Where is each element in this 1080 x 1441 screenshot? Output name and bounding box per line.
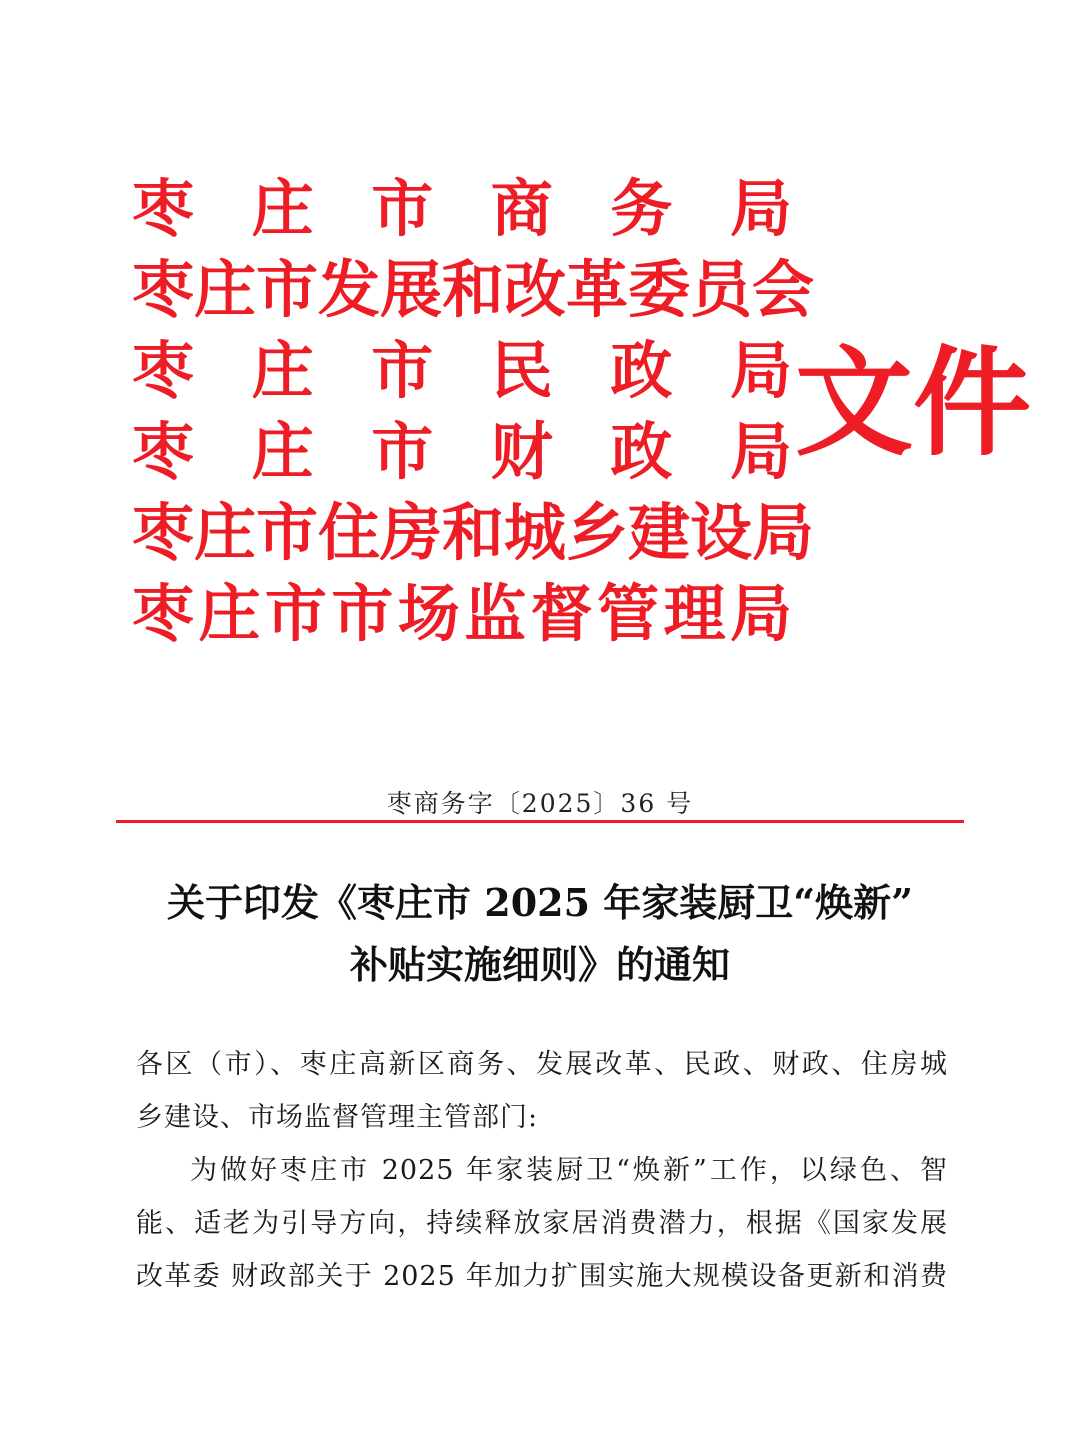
agency-char: 政: [610, 334, 673, 407]
agency-char: 庄: [198, 577, 261, 650]
agency-char: 局: [729, 577, 792, 650]
agency-char: 场: [397, 577, 460, 650]
agency-char: 市: [331, 577, 394, 650]
document-number: 枣商务字〔2025〕36 号: [386, 789, 694, 818]
agency-char: 设: [690, 496, 753, 569]
agency-char: 务: [610, 172, 673, 245]
agency-char: 委: [628, 253, 691, 326]
agency-char: 局: [752, 496, 815, 569]
agency-char: 庄: [251, 172, 314, 245]
red-divider-line: [116, 820, 964, 823]
agency-market-supervision-bureau: [132, 573, 792, 654]
agency-char: 乡: [566, 496, 629, 569]
agency-char: 市: [256, 496, 319, 569]
agency-finance-bureau: [132, 411, 792, 492]
agency-char: 庄: [194, 253, 257, 326]
agency-char: 督: [530, 577, 593, 650]
agency-char: 财: [490, 415, 553, 488]
agency-char: 枣: [132, 496, 195, 569]
agency-char: 监: [464, 577, 527, 650]
agency-char: 住: [318, 496, 381, 569]
issuing-agencies-block: [132, 168, 815, 654]
document-title-line-1: 关于印发《枣庄市 2025 年家装厨卫“焕新”: [167, 880, 913, 925]
document-mark-wenjian: 文件: [795, 334, 1032, 472]
agency-char: 枣: [132, 415, 195, 488]
agency-char: 房: [380, 496, 443, 569]
agency-char: 发: [318, 253, 381, 326]
agency-char: 建: [628, 496, 691, 569]
agency-char: 枣: [132, 577, 195, 650]
agency-char: 局: [729, 415, 792, 488]
agency-char: 市: [256, 253, 319, 326]
paragraph-1-line-2: 能、适老为引导方向，持续释放家居消费潜力，根据《国家发展: [136, 1208, 948, 1239]
agency-char: 庄: [251, 415, 314, 488]
paragraph-1-line-1: 为做好枣庄市 2025 年家装厨卫“焕新”工作，以绿色、智: [190, 1155, 948, 1186]
agency-char: 和: [442, 253, 505, 326]
agency-char: 政: [610, 415, 673, 488]
addressee-line-1: 各区（市）、枣庄高新区商务、发展改革、民政、财政、住房城: [136, 1049, 948, 1080]
agency-char: 展: [380, 253, 443, 326]
agency-char: 和: [442, 496, 505, 569]
agency-char: 局: [729, 334, 792, 407]
agency-char: 枣: [132, 253, 195, 326]
agency-commerce-bureau: [132, 168, 792, 249]
agency-char: 市: [371, 172, 434, 245]
document-body: [136, 1038, 948, 1303]
document-title-line-2: 补贴实施细则》的通知: [349, 942, 730, 987]
agency-housing-construction-bureau: [132, 492, 815, 573]
agency-char: 枣: [132, 334, 195, 407]
agency-char: 管: [597, 577, 660, 650]
agency-char: 市: [371, 334, 434, 407]
agency-civil-affairs-bureau: [132, 330, 792, 411]
agency-char: 城: [504, 496, 567, 569]
agency-development-reform-commission: [132, 249, 815, 330]
document-title: [100, 872, 980, 996]
agency-char: 民: [490, 334, 553, 407]
agency-char: 会: [752, 253, 815, 326]
agency-char: 市: [371, 415, 434, 488]
agency-char: 枣: [132, 172, 195, 245]
agency-char: 庄: [251, 334, 314, 407]
paragraph-1-line-3: 改革委 财政部关于 2025 年加力扩围实施大规模设备更新和消费: [136, 1261, 948, 1292]
agency-char: 庄: [194, 496, 257, 569]
agency-char: 理: [663, 577, 726, 650]
agency-char: 员: [690, 253, 753, 326]
agency-char: 商: [490, 172, 553, 245]
agency-char: 革: [566, 253, 629, 326]
agency-char: 局: [729, 172, 792, 245]
agency-char: 改: [504, 253, 567, 326]
agency-char: 市: [264, 577, 327, 650]
addressee-line-2: 乡建设、市场监督管理主管部门:: [136, 1102, 539, 1133]
